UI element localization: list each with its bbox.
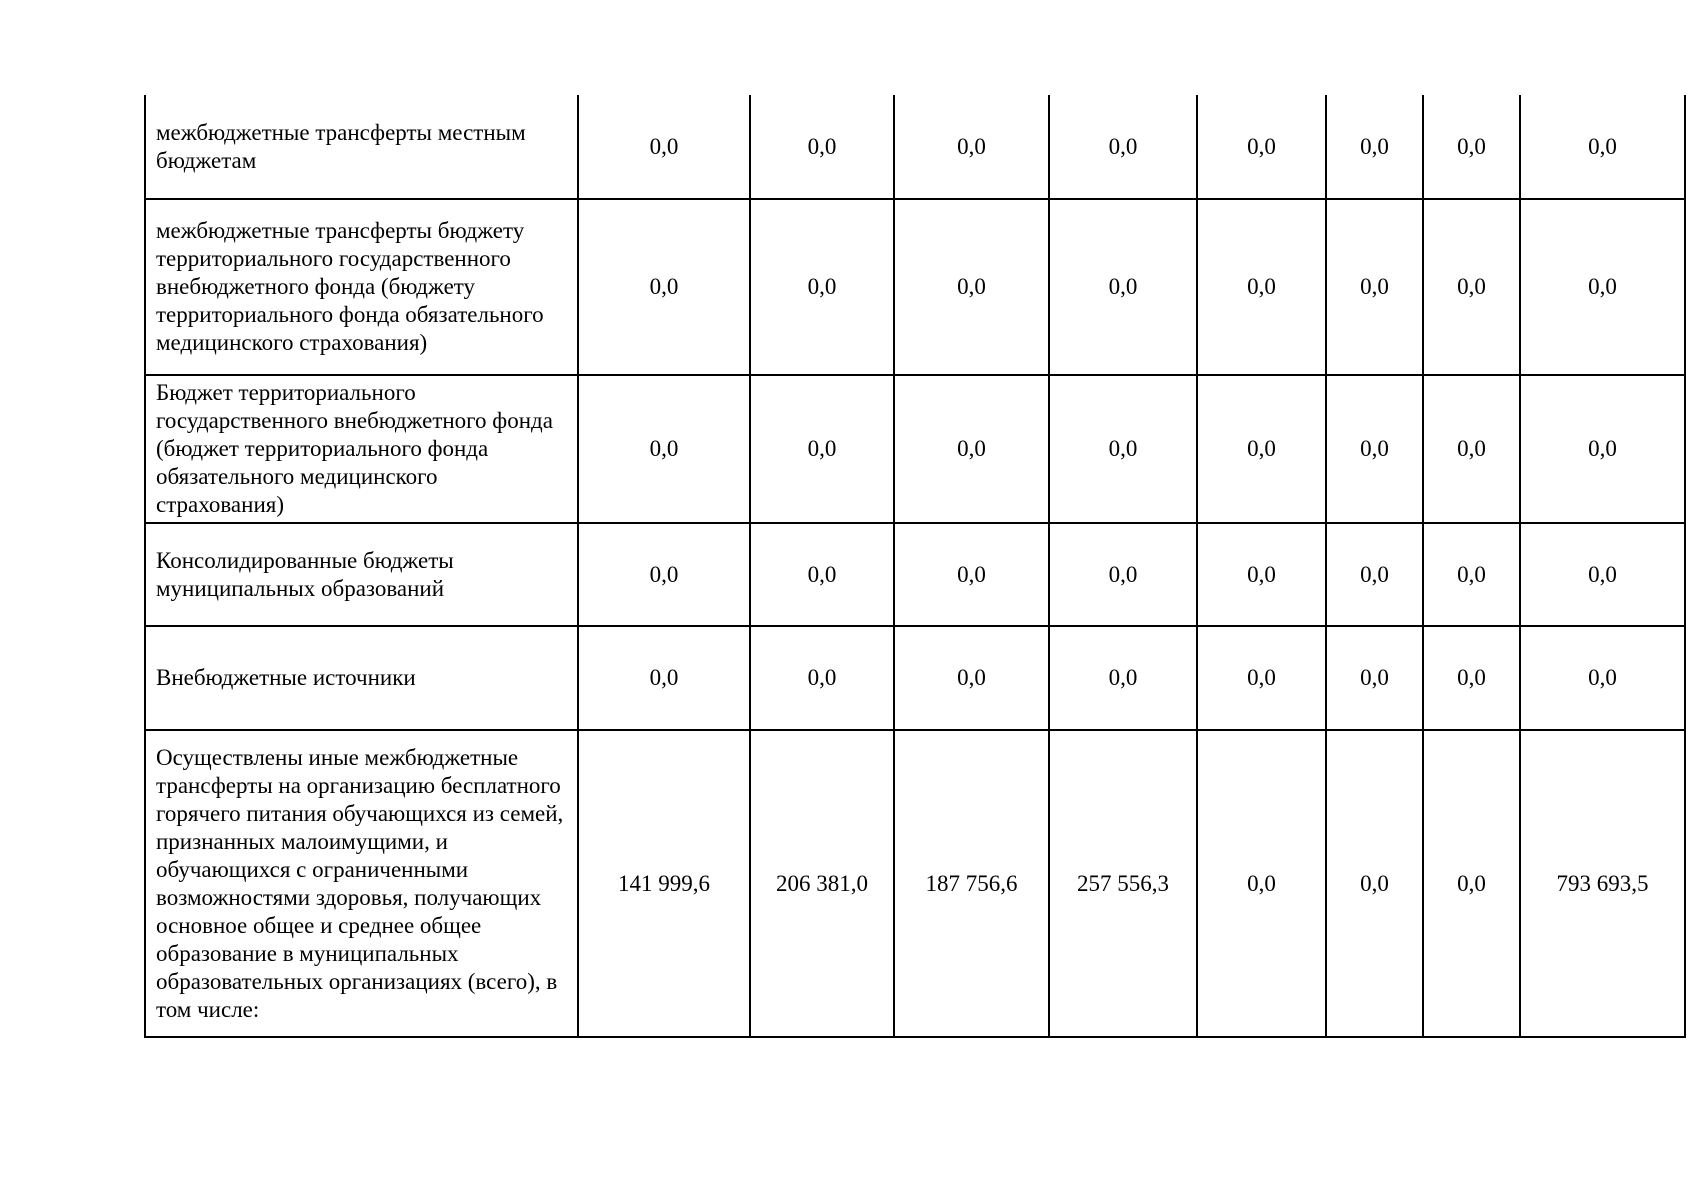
row-label: Осуществлены иные межбюджетные трансферты на организацию бесплатного горячего питания обучающихся из семей, признанных малоимущими, и обучающихся с ограниченными возможностями здоровья, получающих основное общее и среднее общее образование в муниципальных образовательных организациях (всего), в том числе: (145, 730, 578, 1037)
value-cell: 0,0 (578, 375, 750, 523)
value-cell: 0,0 (578, 95, 750, 199)
value-cell: 0,0 (1049, 523, 1197, 626)
value-cell: 0,0 (1197, 730, 1326, 1037)
value-cell: 0,0 (1197, 523, 1326, 626)
total-cell: 793 693,5 (1520, 730, 1685, 1037)
value-cell: 0,0 (750, 626, 894, 730)
value-cell: 0,0 (894, 199, 1049, 375)
table-row (145, 523, 1685, 626)
total-cell: 0,0 (1520, 199, 1685, 375)
total-cell: 0,0 (1520, 626, 1685, 730)
value-cell: 0,0 (1197, 375, 1326, 523)
table-row (145, 375, 1685, 523)
value-cell: 0,0 (578, 523, 750, 626)
value-cell: 206 381,0 (750, 730, 894, 1037)
table-row (145, 95, 1685, 199)
value-cell: 0,0 (1423, 199, 1520, 375)
row-label: Бюджет территориального государственного внебюджетного фонда (бюджет территориального фонда обязательного медицинского страхования) (145, 375, 578, 523)
value-cell: 0,0 (1423, 626, 1520, 730)
total-cell: 0,0 (1520, 95, 1685, 199)
value-cell: 0,0 (578, 626, 750, 730)
value-cell: 0,0 (1326, 375, 1423, 523)
value-cell: 0,0 (894, 626, 1049, 730)
value-cell: 0,0 (1423, 523, 1520, 626)
row-label: Внебюджетные источники (145, 626, 578, 730)
table-row (145, 626, 1685, 730)
value-cell: 0,0 (1197, 95, 1326, 199)
value-cell: 0,0 (1197, 626, 1326, 730)
value-cell: 0,0 (894, 523, 1049, 626)
row-label: межбюджетные трансферты местным бюджетам (145, 95, 578, 199)
value-cell: 0,0 (1423, 95, 1520, 199)
value-cell: 0,0 (1197, 199, 1326, 375)
value-cell: 0,0 (894, 95, 1049, 199)
value-cell: 0,0 (1049, 199, 1197, 375)
value-cell: 0,0 (750, 523, 894, 626)
value-cell: 0,0 (1049, 626, 1197, 730)
value-cell: 0,0 (1326, 95, 1423, 199)
value-cell: 0,0 (578, 199, 750, 375)
value-cell: 0,0 (1049, 95, 1197, 199)
total-cell: 0,0 (1520, 523, 1685, 626)
value-cell: 0,0 (1326, 523, 1423, 626)
value-cell: 0,0 (750, 95, 894, 199)
budget-table (144, 95, 1686, 1038)
value-cell: 0,0 (1326, 626, 1423, 730)
value-cell: 0,0 (1326, 199, 1423, 375)
row-label: межбюджетные трансферты бюджету территориального государственного внебюджетного фонда (бюджету территориального фонда обязательного медицинского страхования) (145, 199, 578, 375)
value-cell: 257 556,3 (1049, 730, 1197, 1037)
row-label: Консолидированные бюджеты муниципальных образований (145, 523, 578, 626)
value-cell: 0,0 (1326, 730, 1423, 1037)
table-row (145, 199, 1685, 375)
value-cell: 187 756,6 (894, 730, 1049, 1037)
table-row (145, 730, 1685, 1037)
total-cell: 0,0 (1520, 375, 1685, 523)
value-cell: 141 999,6 (578, 730, 750, 1037)
value-cell: 0,0 (1049, 375, 1197, 523)
value-cell: 0,0 (1423, 375, 1520, 523)
value-cell: 0,0 (894, 375, 1049, 523)
value-cell: 0,0 (750, 199, 894, 375)
value-cell: 0,0 (1423, 730, 1520, 1037)
value-cell: 0,0 (750, 375, 894, 523)
